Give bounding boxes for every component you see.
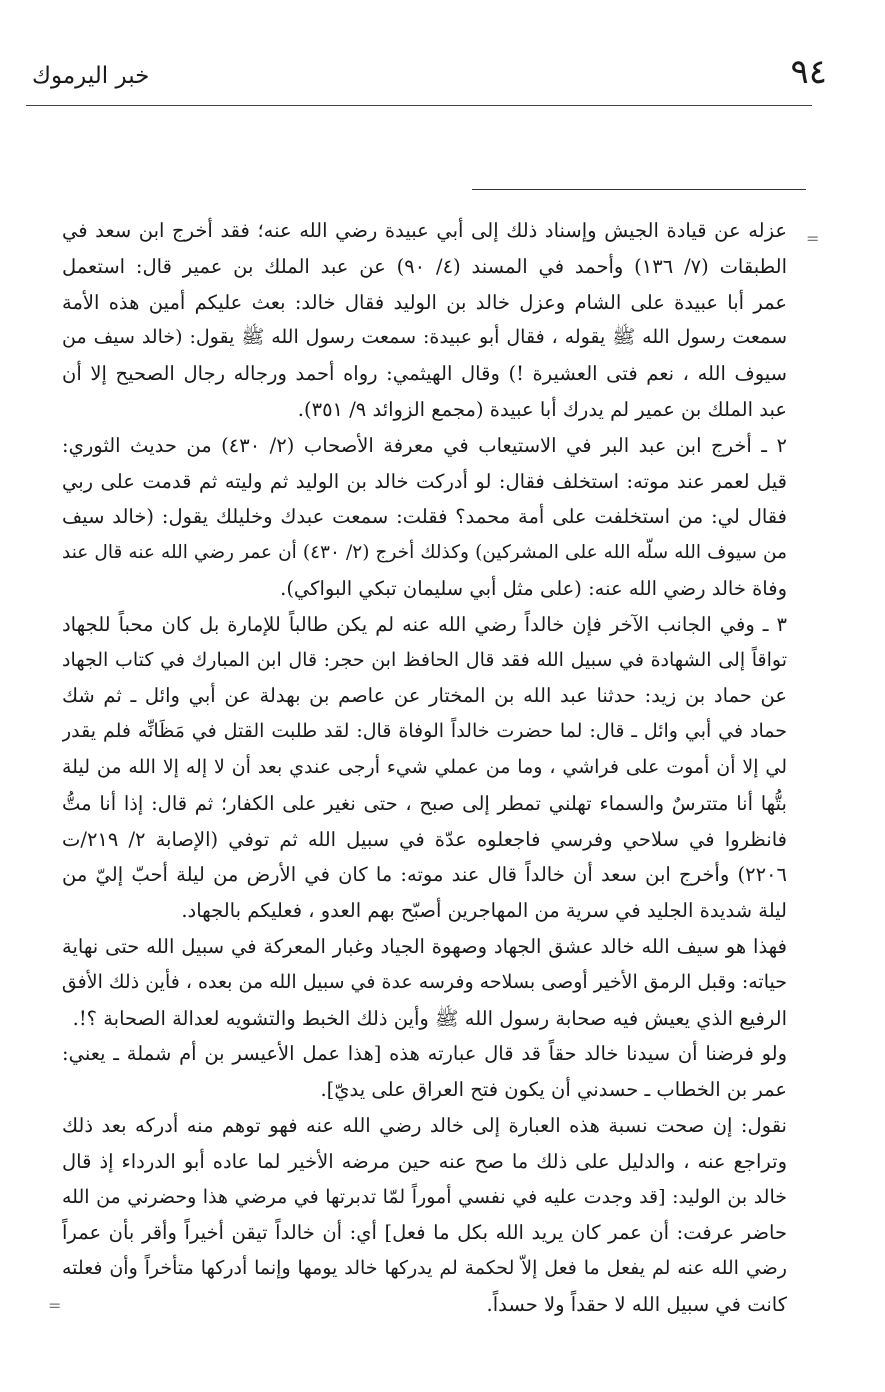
text-line: عزله عن قيادة الجيش وإسناد ذلك إلى أبي عبيدة رضي الله عنه؛ فقد أخرج ابن سعد في	[62, 219, 787, 242]
text-line: الطبقات (٧/ ١٣٦) وأحمد في المسند (٤/ ٩٠) عن عبد الملك بن عمير قال: استعمل	[62, 254, 787, 278]
margin-mark-top: =	[806, 229, 820, 248]
text-line: سيوف الله ، نعم فتى العشيرة !) وقال الهيثمي: رواه أحمد ورجاله رجال الصحيح إلا أن	[62, 362, 787, 386]
text-line: ليلة شديدة الجليد في سرية من المهاجرين أصبّح بهم العدو ، فعليكم بالجهاد.	[181, 899, 787, 923]
text-line: ٢٢٠٦) وأخرج ابن سعد أن خالداً قال عند موته: ما كان في الأرض من ليلة أحبّ إليّ من	[62, 863, 787, 887]
text-line: تواقاً إلى الشهادة في سبيل الله فقد قال الحافظ ابن حجر: قال ابن المبارك في كتاب الجهاد	[62, 648, 787, 671]
margin-mark-bottom: =	[48, 1296, 62, 1315]
text-line: وفاة خالد رضي الله عنه: (على مثل أبي سليمان تبكي البواكي).	[280, 576, 787, 600]
footnote-rule	[472, 189, 806, 190]
text-line: عمر أبا عبيدة على الشام وعزل خالد بن الوليد فقال خالد: بعث عليكم أمين هذه الأمة	[62, 290, 787, 314]
text-line: الرفيع الذي يعيش فيه صحابة رسول الله ﷺ وأين ذلك الخبط والتشويه لعدالة الصحابة ؟!.	[72, 1006, 787, 1030]
paragraph	[62, 607, 787, 929]
paragraph	[62, 929, 787, 1036]
text-line: خالد بن الوليد: [قد وجدت عليه في نفسي أموراً لمّا تدبرتها في مرضي هذا وحضرني من الله	[62, 1185, 787, 1208]
body-text	[62, 213, 787, 1323]
text-line: عن حماد بن زيد: حدثنا عبد الله بن المختار عن عاصم بن بهدلة عن أبي وائل ـ ثم شك	[62, 684, 787, 708]
text-line: بتُّها أنا متترسٌ والسماء تهلني تمطر إلى صبح ، حتى نغير على الكفار؛ ثم قال: إذا أنا متُّ	[62, 791, 787, 815]
paragraph	[62, 1036, 787, 1108]
header-rule	[26, 105, 812, 106]
page-number: ٩٤	[790, 52, 827, 92]
paragraph	[62, 428, 787, 607]
running-title: خبر اليرموك	[32, 63, 150, 89]
text-line: حماد في أبي وائل ـ قال: لما حضرت خالداً الوفاة قال: لقد طلبت القتل في مَظَانِّه فلم يقدر	[62, 720, 787, 743]
text-line: عمر بن الخطاب ـ حسدني أن يكون فتح العراق على يديّ].	[320, 1078, 787, 1102]
text-line: ولو فرضنا أن سيدنا خالد حقاً قد قال عبارته هذه [هذا عمل الأعيسر بن أم شملة ـ يعني:	[62, 1042, 787, 1066]
text-line: من سيوف الله سلّه الله على المشركين) وكذلك أخرج (٢/ ٤٣٠) أن عمر رضي الله عنه قال عند	[62, 542, 787, 564]
text-line: ٣ ـ وفي الجانب الآخر فإن خالداً رضي الله عنه لم يكن طالباً للإمارة بل كان محباً للجهاد	[62, 612, 787, 636]
text-line: وتراجع عنه ، والدليل على ذلك ما صح عنه حين مرضه الأخير لما عاده أبو الدرداء إذ قال	[62, 1149, 787, 1173]
text-line: فقال لي: من استخلفت على أمة محمد؟ فقلت: سمعت عبدك وخليلك يقول: (خالد سيف	[62, 505, 787, 529]
text-line: فهذا هو سيف الله خالد عشق الجهاد وصهوة الجياد وغبار المعركة في سبيل الله حتى نهاية	[62, 934, 787, 958]
text-line: حياته: وقبل الرمق الأخير أوصى بسلاحه وفرسه عدة في سبيل الله من بعده ، فأين ذلك الأفق	[62, 970, 787, 993]
text-line: حاضر عرفت: أن عمر كان يريد الله بكل ما فعل] أي: أن خالداً تيقن أخيراً وأقر بأن عمراً	[62, 1221, 787, 1245]
text-line: فانظروا في سلاحي وفرسي فاجعلوه عدّة في سبيل الله ثم توفي (الإصابة ٢/ ٢١٩/ت	[62, 827, 787, 851]
text-line: ٢ ـ أخرج ابن عبد البر في الاستيعاب في معرفة الأصحاب (٢/ ٤٣٠) من حديث الثوري:	[62, 433, 787, 457]
text-line: كانت في سبيل الله لا حقداً ولا حسداً.	[486, 1292, 787, 1316]
paragraph	[62, 213, 787, 428]
paragraph	[62, 1108, 787, 1323]
text-line: سمعت رسول الله ﷺ يقوله ، فقال أبو عبيدة: سمعت رسول الله ﷺ يقول: (خالد سيف من	[62, 326, 787, 349]
text-line: قيل لعمر عند موته: استخلف فقال: لو أدركت خالد بن الوليد ثم وليته ثم قدمت على ربي	[62, 469, 787, 493]
text-line: نقول: إن صحت نسبة هذه العبارة إلى خالد رضي الله عنه فهو توهم منه أدركه بعد ذلك	[62, 1113, 787, 1137]
text-line: لي إلا أن أموت على فراشي ، وما من عملي شيء أرجى عندي بعد أن لا إله إلا الله من ليلة	[62, 755, 787, 778]
text-line: رضي الله عنه لم يفعل ما فعل إلاّ لحكمة لم يدركها خالد يومها وإنما أدركها متأخراً وأن فعلته	[62, 1257, 787, 1280]
text-line: عبد الملك بن عمير لم يدرك أبا عبيدة (مجمع الزوائد ٩/ ٣٥١).	[297, 397, 787, 421]
